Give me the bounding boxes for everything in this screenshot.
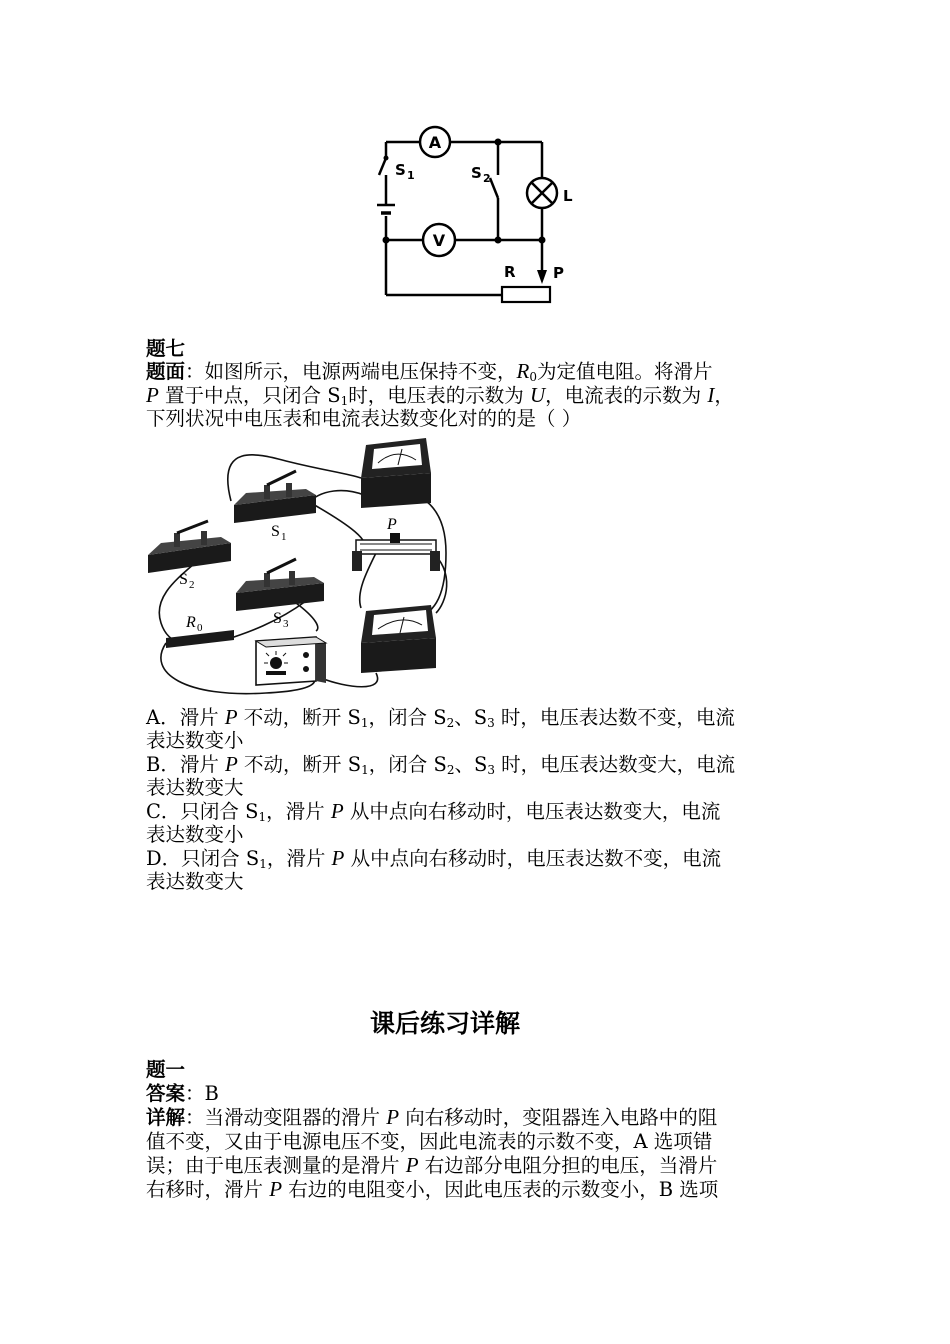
section-title: 课后练习详解 (369, 1009, 520, 1038)
sub: 3 (487, 716, 495, 730)
stem-text: ，电流表的示数为 (545, 384, 702, 407)
p-symbol: P (225, 752, 238, 776)
fig-s2-sub: 2 (189, 579, 195, 591)
option-c-line1 (146, 800, 720, 824)
option-a-line1 (146, 706, 735, 730)
voltmeter-label: V (432, 231, 446, 250)
option-d-line2: 表达数变大 (146, 870, 244, 893)
answer1-detail-line1 (146, 1106, 717, 1130)
sub: 1 (259, 857, 267, 871)
p-symbol: P (331, 846, 345, 870)
option-c-line2: 表达数变小 (146, 823, 244, 846)
stem-text: 置于中点，只闭合 (165, 384, 322, 407)
option-text: 、S (454, 753, 488, 776)
detail-text: 误；由于电压表测量的是滑片 (146, 1154, 406, 1177)
stem-text: ， (714, 384, 734, 407)
stem-label: 题面 (146, 360, 186, 383)
detail-label: 详解 (146, 1106, 186, 1129)
p-symbol: P (330, 799, 344, 823)
sub: 2 (446, 716, 455, 730)
detail-text: 右边部分电阻分担的电压，当滑片 (418, 1154, 718, 1177)
option-b-line2: 表达数变大 (146, 776, 244, 799)
sub: 1 (258, 810, 267, 824)
question7-stem-line3: 下列状况中电压表和电流表达数变化对的的是（ ） (146, 407, 582, 430)
question7-stem-line2 (146, 384, 734, 408)
s-symbol: S (327, 384, 341, 407)
answer1-detail-line4 (146, 1178, 718, 1202)
fig-r0-label: R (186, 614, 196, 631)
answer1-heading: 题一 (146, 1058, 186, 1081)
fig-s3-label: S (273, 610, 282, 627)
switch1-label: S (395, 161, 406, 179)
rheostat-icon (352, 533, 440, 571)
fig-r0-sub: 0 (197, 622, 203, 634)
lamp-label: L (563, 187, 573, 205)
detail-text: 右边的电阻变小，因此电压表的示数变小，B 选项 (282, 1178, 719, 1201)
circuit-diagram (370, 120, 590, 315)
p-symbol: P (386, 1105, 400, 1129)
r0-symbol: R (516, 359, 530, 383)
stem-text: ：如图所示，电源两端电压保持不变， (185, 360, 517, 383)
option-text: 从中点向右移动时，电压表达数不变，电流 (344, 847, 722, 870)
switch2-label: S (471, 164, 482, 182)
option-text: ，滑片 (266, 847, 332, 870)
answer-label: 答案 (146, 1082, 186, 1105)
option-text: ，闭合 S (368, 753, 447, 776)
option-a-line2: 表达数变小 (146, 729, 244, 752)
fig-s2-label: S (179, 571, 188, 588)
fig-s1-label: S (271, 523, 280, 540)
slider-label: P (553, 264, 564, 282)
voltmeter-icon (423, 224, 455, 256)
battery-box-icon (256, 637, 326, 685)
option-text: 时，电压表达数变大，电流 (494, 753, 736, 776)
switch1-sub: 1 (407, 169, 415, 182)
sub: 1 (361, 763, 369, 777)
i-symbol: I (707, 383, 715, 407)
p-symbol: P (405, 1153, 419, 1177)
lamp-icon (527, 178, 557, 208)
p-symbol: P (269, 1177, 283, 1201)
ammeter-icon (420, 127, 450, 157)
option-text: 从中点向右移动时，电压表达数变大，电流 (343, 800, 721, 823)
ammeter-label: A (428, 133, 442, 152)
apparatus-figure (146, 433, 466, 701)
sub: 3 (487, 763, 495, 777)
stem-text: 时，电压表的示数为 (348, 384, 524, 407)
answer1-detail-line2: 值不变，又由于电源电压不变，因此电流表的示数不变，A 选项错 (146, 1130, 713, 1153)
voltmeter-device-icon (361, 438, 431, 508)
stem-text: 为定值电阻。将滑片 (537, 360, 713, 383)
option-text: 不动，断开 S (237, 706, 361, 729)
option-text: D．只闭合 S (146, 847, 260, 870)
fig-s3-sub: 3 (283, 618, 289, 630)
option-text: 时，电压表达数不变，电流 (494, 706, 735, 729)
fig-s1-sub: 1 (281, 531, 287, 543)
answer1-detail-line3 (146, 1154, 717, 1178)
option-text: 、S (454, 706, 488, 729)
p-symbol: P (224, 705, 238, 729)
detail-text: 向右移动时，变阻器连入电路中的阻 (399, 1106, 718, 1129)
u-symbol: U (529, 383, 546, 407)
question7-heading: 题七 (146, 337, 186, 360)
ammeter-device-icon (361, 605, 436, 673)
option-text: 不动，断开 S (237, 753, 362, 776)
answer-value: ：B (185, 1082, 219, 1105)
fig-p-label: P (387, 516, 397, 533)
sub: 2 (446, 763, 455, 777)
option-text: B．滑片 (146, 753, 226, 776)
option-d-line1 (146, 847, 721, 871)
option-text: ，闭合 S (368, 706, 447, 729)
p-symbol: P (146, 383, 159, 407)
option-b-line1 (146, 753, 735, 777)
option-text: ，滑片 (266, 800, 331, 823)
r0-sub: 0 (529, 370, 537, 384)
resistor-label: R (504, 263, 516, 281)
answer1-answer (146, 1082, 219, 1106)
detail-text: 右移时，滑片 (146, 1178, 270, 1201)
option-text: A．滑片 (146, 706, 225, 729)
sub: 1 (360, 716, 369, 730)
s1-sub: 1 (340, 394, 349, 408)
switch2-sub: 2 (483, 172, 491, 185)
option-text: C．只闭合 S (146, 800, 259, 823)
detail-text: ：当滑动变阻器的滑片 (185, 1106, 387, 1129)
question7-stem-line1 (146, 360, 713, 384)
